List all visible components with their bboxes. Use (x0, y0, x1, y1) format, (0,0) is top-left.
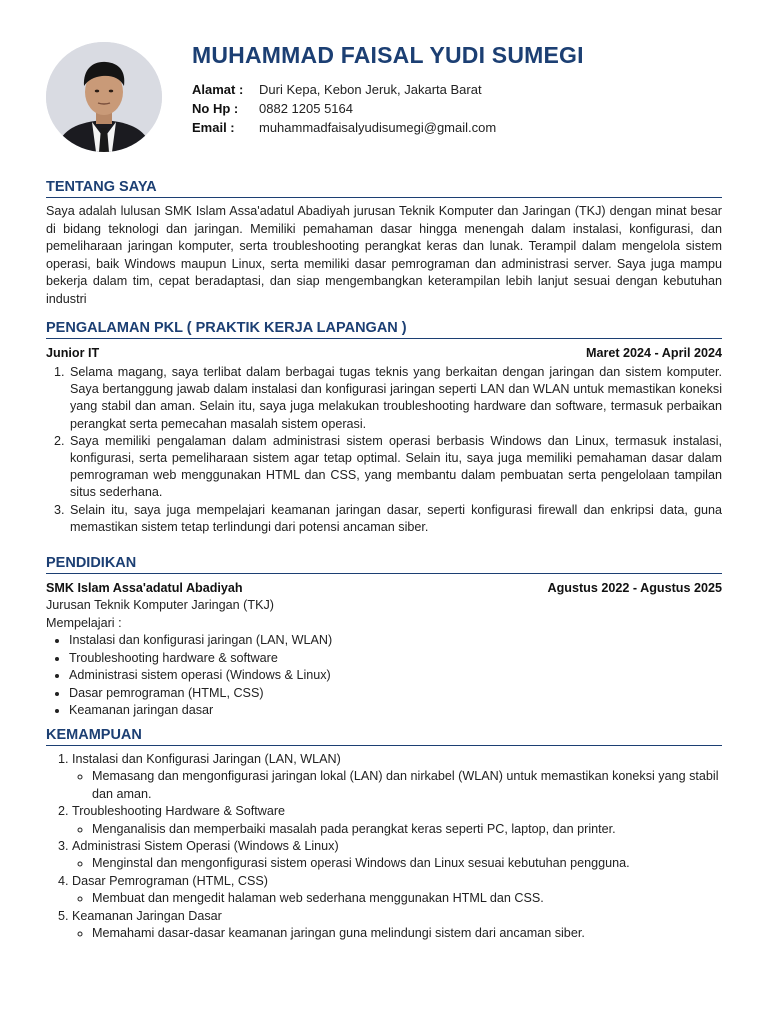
contact-info (192, 80, 496, 137)
skill-detail: ◦ Memahami dasar-dasar keamanan jaringan guna melindungi sistem dari ancaman siber. (92, 925, 722, 942)
skill-detail: ◦ Memasang dan mengonfigurasi jaringan lokal (LAN) dan nirkabel (WLAN) untuk memastikan koneksi yang stabil dan aman. (92, 768, 722, 803)
learned-item: • Instalasi dan konfigurasi jaringan (LAN, WLAN) (69, 632, 722, 650)
phone-value: 0882 1205 5164 (259, 101, 353, 116)
person-portrait-icon (46, 42, 162, 152)
skill-name: Instalasi dan Konfigurasi Jaringan (LAN, WLAN) (72, 752, 341, 766)
skills-title: KEMAMPUAN (46, 727, 722, 746)
profile-photo (46, 42, 162, 152)
experience-role-line (46, 344, 722, 362)
about-section (46, 179, 722, 308)
education-section (46, 555, 722, 720)
contact-email-row (192, 118, 496, 137)
education-learned-label: Mempelajari : (46, 615, 122, 630)
address-value: Duri Kepa, Kebon Jeruk, Jakarta Barat (259, 82, 482, 97)
address-label: Alamat : (192, 82, 244, 97)
skills-section (46, 727, 722, 942)
experience-section (46, 320, 722, 536)
experience-list (46, 364, 722, 536)
resume-header (46, 42, 726, 162)
phone-label: No Hp : (192, 101, 239, 116)
learned-item: • Keamanan jaringan dasar (69, 702, 722, 720)
education-school: SMK Islam Assa'adatul Abadiyah (46, 581, 243, 595)
email-label: Email : (192, 120, 235, 135)
experience-period: Maret 2024 - April 2024 (585, 346, 722, 360)
full-name: MUHAMMAD FAISAL YUDI SUMEGI (192, 42, 584, 68)
learned-item: • Administrasi sistem operasi (Windows & Linux) (69, 667, 722, 685)
contact-address-row (192, 80, 496, 99)
education-school-line (46, 579, 722, 597)
experience-item: 2. Saya memiliki pengalaman dalam administrasi sistem operasi berbasis Windows dan Linux, termasuk instalasi, konfigurasi, serta pemeliharaan sistem agar tetap optimal. Selain itu, saya juga memiliki pemahaman dasar dalam pemrograman web menggunakan HTML dan CSS, yang membantu dalam pembuatan serta pengelolaan tampilan situs sederhana. (68, 433, 722, 502)
education-major: Jurusan Teknik Komputer Jaringan (TKJ) (46, 598, 274, 612)
education-period: Agustus 2022 - Agustus 2025 (547, 581, 722, 595)
skill-name: Keamanan Jaringan Dasar (72, 908, 222, 923)
skill-detail: ◦ Menganalisis dan memperbaiki masalah pada perangkat keras seperti PC, laptop, dan printer. (92, 821, 722, 838)
skill-detail: ◦ Membuat dan mengedit halaman web sederhana menggunakan HTML dan CSS. (92, 890, 722, 907)
about-text: Saya adalah lulusan SMK Islam Assa'adatul Abadiyah jurusan Teknik Komputer dan Jaringan (TKJ) dengan minat besar di bidang teknologi dan jaringan. Memiliki pemahaman dasar hingga menengah dalam instalasi, konfigurasi, dan pemeliharaan jaringan komputer, serta troubleshooting perangkat keras dan lunak. Terampil dalam mengelola sistem operasi, baik Windows maupun Linux, serta memiliki dasar pemrograman dan administrasi server. Saya juga mampu bekerja dalam tim, cepat beradaptasi, dan siap mengembangkan keterampilan lebih lanjut sesuai dengan kebutuhan industri (46, 204, 722, 306)
learned-item: • Dasar pemrograman (HTML, CSS) (69, 685, 722, 703)
experience-role: Junior IT (46, 346, 100, 360)
contact-phone-row (192, 99, 496, 118)
skill-detail: ◦ Menginstal dan mengonfigurasi sistem operasi Windows dan Linux sesuai kebutuhan pengguna. (92, 855, 722, 872)
skill-item (72, 873, 722, 908)
skill-name: Administrasi Sistem Operasi (Windows & Linux) (72, 839, 339, 854)
skill-name: Troubleshooting Hardware & Software (72, 804, 286, 819)
experience-title: PENGALAMAN PKL ( PRAKTIK KERJA LAPANGAN ) (46, 320, 722, 339)
skill-item (72, 838, 722, 873)
skill-item (72, 803, 722, 838)
skill-name: Dasar Pemrograman (HTML, CSS) (72, 873, 268, 888)
education-learned-list (46, 632, 722, 720)
skill-item (72, 751, 722, 803)
email-value: muhammadfaisalyudisumegi@gmail.com (259, 120, 497, 135)
skill-item (72, 908, 722, 943)
skills-list (46, 751, 722, 942)
experience-item: 3. Selain itu, saya juga mempelajari keamanan jaringan dasar, seperti konfigurasi firewall dan enkripsi data, guna memastikan sistem tetap terlindungi dari potensi ancaman siber. (68, 502, 722, 536)
experience-item: 1. Selama magang, saya terlibat dalam berbagai tugas teknis yang berkaitan dengan jaringan dan sistem komputer. Saya bertanggung jawab dalam instalasi dan konfigurasi jaringan seperti LAN dan WLAN untuk memastikan koneksi yang stabil dan aman. Selain itu, saya juga melakukan troubleshooting hardware dan software, termasuk perbaikan perangkat serta pemecahan masalah sistem operasi. (68, 364, 722, 433)
learned-item: • Troubleshooting hardware & software (69, 650, 722, 668)
about-title: TENTANG SAYA (46, 179, 722, 198)
education-title: PENDIDIKAN (46, 555, 722, 574)
